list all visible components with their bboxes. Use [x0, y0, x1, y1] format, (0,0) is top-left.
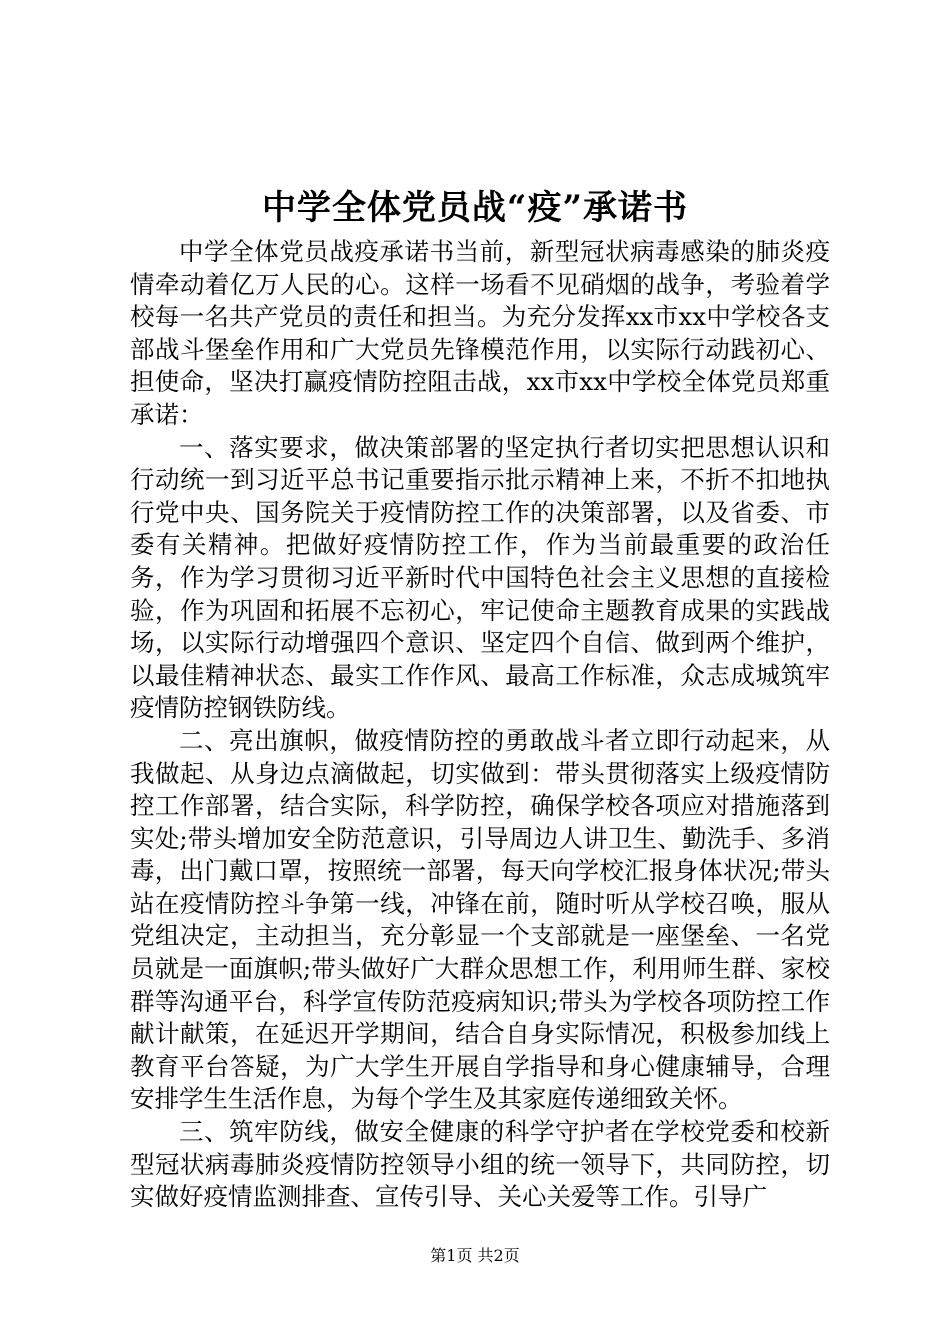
paragraph-intro: 中学全体党员战疫承诺书当前，新型冠状病毒感染的肺炎疫情牵动着亿万人民的心。这样一场看不见硝烟的战争，考验着学校每一名共产党员的责任和担当。为充分发挥xx市xx中学校各支部战斗堡垒作用和广大党员先锋模范作用，以实际行动践初心、担使命，坚决打赢疫情防控阻击战，xx市xx中学校全体党员郑重承诺： — [130, 237, 830, 429]
document-body — [130, 236, 830, 1214]
paragraph-section-1: 一、落实要求，做决策部署的坚定执行者切实把思想认识和行动统一到习近平总书记重要指示批示精神上来，不折不扣地执行党中央、国务院关于疫情防控工作的决策部署，以及省委、市委有关精神。把做好疫情防控工作，作为当前最重要的政治任务，作为学习贯彻习近平新时代中国特色社会主义思想的直接检验，作为巩固和拓展不忘初心，牢记使命主题教育成果的实践战场，以实际行动增强四个意识、坚定四个自信、做到两个维护，以最佳精神状态、最实工作作风、最高工作标准，众志成城筑牢疫情防控钢铁防线。 — [130, 432, 830, 723]
page-footer: 第1页 共2页 — [430, 1246, 520, 1265]
document-title: 中学全体党员战“疫”承诺书 — [261, 188, 689, 228]
paragraph-section-3: 三、筑牢防线，做安全健康的科学守护者在学校党委和校新型冠状病毒肺炎疫情防控领导小组的统一领导下，共同防控，切实做好疫情监测排查、宣传引导、关心关爱等工作。引导广 — [130, 1117, 830, 1212]
paragraph-section-2: 二、亮出旗帜，做疫情防控的勇敢战斗者立即行动起来，从我做起、从身边点滴做起，切实做到：带头贯彻落实上级疫情防控工作部署，结合实际，科学防控，确保学校各项应对措施落到实处;带头增加安全防范意识，引导周边人讲卫生、勤洗手、多消毒，出门戴口罩，按照统一部署，每天向学校汇报身体状况;带头站在疫情防控斗争第一线，冲锋在前，随时听从学校召唤，服从党组决定，主动担当，充分彰显一个支部就是一座堡垒、一名党员就是一面旗帜;带头做好广大群众思想工作，利用师生群、家校群等沟通平台，科学宣传防范疫病知识;带头为学校各项防控工作献计献策，在延迟开学期间，结合自身实际情况，积极参加线上教育平台答疑，为广大学生开展自学指导和身心健康辅导，合理安排学生生活作息，为每个学生及其家庭传递细致关怀。 — [130, 725, 830, 1114]
